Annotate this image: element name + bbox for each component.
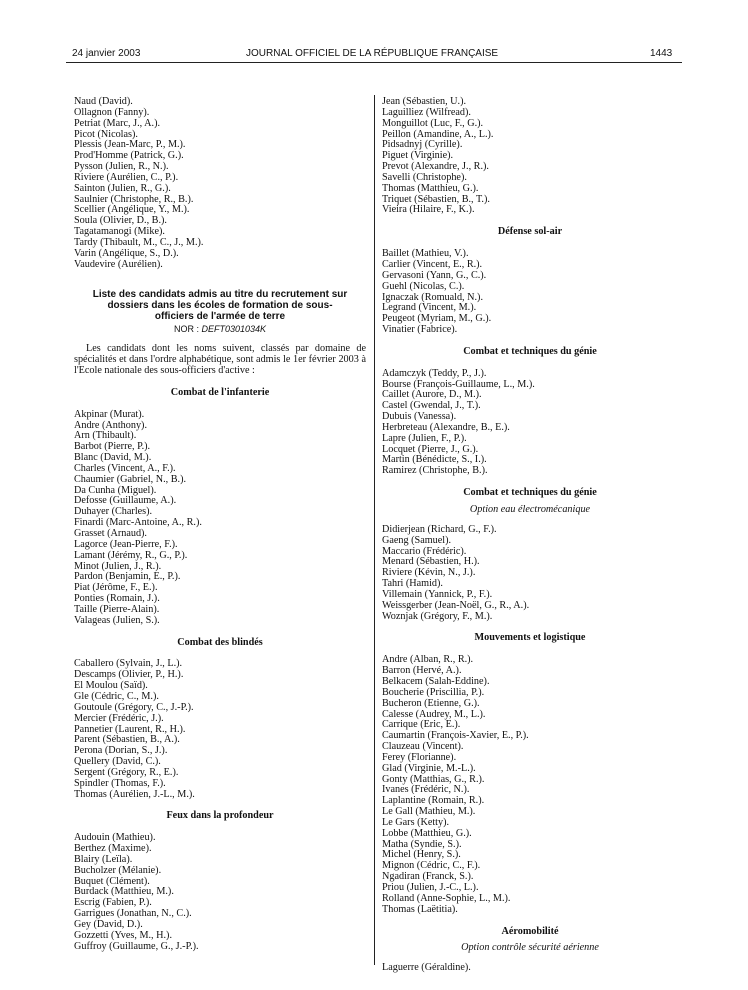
name-entry: Lamant (Jérémy, R., G., P.).: [74, 549, 188, 561]
name-entry: Didierjean (Richard, G., F.).: [382, 523, 497, 535]
name-entry: Michel (Henry, S.).: [382, 849, 461, 861]
right-sections: [382, 227, 678, 974]
name-entry: Guffroy (Guillaume, G., J.-P.).: [74, 940, 199, 952]
domain-section: [74, 388, 366, 627]
name-entry: Locquet (Pierre, J., G.).: [382, 443, 479, 455]
name-entry: Jean (Sébastien, U.).: [382, 96, 467, 107]
nor-label: NOR :: [173, 323, 199, 334]
name-entry: Chaumier (Gabriel, N., B.).: [74, 473, 187, 485]
name-entry: Sergent (Grégory, R., E.).: [74, 766, 179, 778]
nor-code: DEFT0301034K: [201, 323, 267, 334]
domain-section: [382, 927, 678, 975]
name-entry: Ignaczak (Romuald, N.).: [382, 291, 483, 303]
name-entry: Ramirez (Christophe, B.).: [382, 465, 488, 477]
section-title: Aéromobilité: [501, 925, 559, 937]
name-entry: Prod'Homme (Patrick, G.).: [74, 150, 184, 162]
name-entry: Weissgerber (Jean-Noël, G., R., A.).: [382, 599, 530, 611]
section-title: Feux dans la profondeur: [166, 810, 274, 822]
name-entry: Baillet (Mathieu, V.).: [382, 248, 469, 260]
section-title: Combat des blindés: [177, 636, 263, 648]
list-title-line: officiers de l'armée de terre: [154, 310, 286, 322]
name-entry: Pardon (Benjamin, E., P.).: [74, 571, 181, 583]
name-entry: Tagatamanogi (Mike).: [74, 226, 165, 238]
name-entry: Ponties (Romain, J.).: [74, 593, 160, 605]
name-entry: Piguet (Virginie).: [382, 150, 454, 162]
name-entry: Triquet (Sébastien, B., T.).: [382, 193, 490, 205]
name-entry: Lapre (Julien, F., P.).: [382, 432, 467, 444]
name-entry: Laguerre (Géraldine).: [382, 962, 471, 974]
left-sections: [74, 388, 366, 953]
name-entry: Berthez (Maxime).: [74, 843, 152, 855]
name-entry: Pidsadnyj (Cyrille).: [382, 139, 463, 151]
list-title-line: dossiers dans les écoles de formation de sous-: [107, 299, 333, 311]
nor-reference: [74, 324, 366, 335]
domain-section: [74, 638, 366, 801]
name-entry: Gervasoni (Yann, G., C.).: [382, 269, 487, 281]
section-title: Mouvements et logistique: [474, 632, 586, 644]
name-entry: Soula (Olivier, D., B.).: [74, 215, 167, 227]
name-entry: Thomas (Aurélien, J.-L., M.).: [74, 788, 195, 800]
domain-section: [74, 811, 366, 952]
name-entry: Calesse (Audrey, M., L.).: [382, 708, 486, 720]
name-entry: Maccario (Frédéric).: [382, 545, 467, 557]
name-entry: Pannetier (Laurent, R., H.).: [74, 723, 186, 735]
name-entry: Blanc (David, M.).: [74, 452, 152, 464]
section-title: Combat de l'infanterie: [170, 386, 270, 398]
name-entry: Gle (Cédric, C., M.).: [74, 690, 159, 702]
name-entry: Carrique (Eric, E.).: [382, 719, 461, 731]
name-entry: Buquet (Clément).: [74, 875, 150, 887]
name-entry: Garrigues (Jonathan, N., C.).: [74, 908, 192, 920]
header-rule: [66, 62, 682, 63]
name-entry: Belkacem (Salah-Eddine).: [382, 675, 490, 687]
domain-section: [382, 347, 678, 477]
name-entry: Burdack (Matthieu, M.).: [74, 886, 174, 898]
name-entry: Defosse (Guillaume, A.).: [74, 495, 177, 507]
name-entry: Thomas (Matthieu, G.).: [382, 182, 479, 194]
name-entry: Bourse (François-Guillaume, L., M.).: [382, 378, 535, 390]
column-divider: [374, 95, 375, 965]
name-entry: Peugeot (Myriam, M., G.).: [382, 313, 492, 325]
name-entry: Castel (Gwendal, J., T.).: [382, 400, 481, 412]
name-entry: Perona (Dorian, S., J.).: [74, 745, 168, 757]
name-entry: Petriat (Marc, J., A.).: [74, 117, 161, 129]
name-entry: Minot (Julien, J., R.).: [74, 560, 162, 572]
name-entry: Caillet (Aurore, D., M.).: [382, 389, 482, 401]
header-page-number: 1443: [650, 48, 673, 59]
name-entry: Gonty (Matthias, G., R.).: [382, 773, 485, 785]
list-title: [74, 289, 366, 322]
name-entry: Lagorce (Jean-Pierre, F.).: [74, 538, 178, 550]
name-entry: Tardy (Thibault, M., C., J., M.).: [74, 236, 204, 248]
name-entry: Varin (Angélique, S., D.).: [74, 247, 179, 259]
name-entry: Caumartin (François-Xavier, E., P.).: [382, 730, 529, 742]
name-entry: Bucholzer (Mélanie).: [74, 864, 162, 876]
name-entry: Mignon (Cédric, C., F.).: [382, 860, 481, 872]
name-entry: Ngadiran (Franck, S.).: [382, 871, 474, 883]
name-entry: Goutoule (Grégory, C., J.-P.).: [74, 701, 194, 713]
header-journal-title: JOURNAL OFFICIEL DE LA RÉPUBLIQUE FRANÇAISE: [246, 48, 499, 59]
name-entry: Herbreteau (Alexandre, B., E.).: [382, 421, 510, 433]
name-entry: Savelli (Christophe).: [382, 171, 467, 183]
name-entry: Piat (Jérôme, F., E.).: [74, 582, 158, 594]
name-entry: Gozzetti (Yves, M., H.).: [74, 929, 172, 941]
name-entry: Legrand (Vincent, M.).: [382, 302, 477, 314]
name-entry: Priou (Julien, J.-C., L.).: [382, 882, 479, 893]
section-option: Option eau électromécanique: [469, 504, 591, 515]
name-entry: Barron (Hervé, A.).: [382, 665, 462, 677]
name-entry: Saulnier (Christophe, R., B.).: [74, 193, 194, 205]
name-entry: El Moulou (Saïd).: [74, 680, 148, 692]
name-entry: Andre (Alban, R., R.).: [382, 654, 474, 666]
name-entry: Bucheron (Etienne, G.).: [382, 697, 480, 709]
section-title: Défense sol-air: [497, 226, 563, 238]
name-entry: Monguillot (Luc, F., G.).: [382, 117, 484, 129]
name-entry: Ferey (Florianne).: [382, 751, 457, 763]
name-entry: Woznjak (Grégory, F., M.).: [382, 610, 493, 622]
name-entry: Ivanes (Frédéric, N.).: [382, 784, 470, 796]
name-entry: Caballero (Sylvain, J., L.).: [74, 658, 183, 670]
name-entry: Tahri (Hamid).: [382, 578, 443, 590]
name-entry: Glad (Virginie, M.-L.).: [382, 762, 476, 774]
name-entry: Menard (Sébastien, H.).: [382, 556, 480, 568]
name-entry: Clauzeau (Vincent).: [382, 741, 464, 753]
name-entry: Peillon (Amandine, A., L.).: [382, 128, 494, 140]
domain-section: [382, 227, 678, 336]
name-entry: Escrig (Fabien, P.).: [74, 897, 152, 909]
name-entry: Riviere (Kévin, N., J.).: [382, 567, 476, 579]
name-entry: Barbot (Pierre, P.).: [74, 441, 151, 453]
name-entry: Villemain (Yannick, P., F.).: [382, 588, 493, 600]
name-entry: Blairy (Leïla).: [74, 853, 133, 865]
name-entry: Le Gars (Ketty).: [382, 816, 450, 828]
name-entry: Martin (Bénédicte, S., I.).: [382, 454, 487, 466]
name-entry: Finardi (Marc-Antoine, A., R.).: [74, 517, 202, 529]
name-entry: Riviere (Aurélien, C., P.).: [74, 171, 179, 183]
header-date: 24 janvier 2003: [72, 48, 141, 59]
name-entry: Rolland (Anne-Sophie, L., M.).: [382, 892, 511, 904]
name-entry: Lobbe (Matthieu, G.).: [382, 827, 472, 839]
name-entry: Valageas (Julien, S.).: [74, 614, 160, 626]
name-entry: Vinatier (Fabrice).: [382, 324, 458, 336]
name-entry: Prevot (Alexandre, J., R.).: [382, 161, 489, 173]
right-top-list: [382, 97, 678, 216]
name-entry: Grasset (Arnaud).: [74, 528, 147, 539]
name-entry: Pysson (Julien, R., N.).: [74, 161, 169, 173]
name-entry: Guehl (Nicolas, C.).: [382, 280, 465, 292]
name-entry: Thomas (Laëtitia).: [382, 903, 458, 915]
name-entry: Da Cunha (Miguel).: [74, 484, 157, 496]
name-entry: Arn (Thibault).: [74, 430, 137, 442]
intro-paragraph: Les candidats dont les noms suivent, classés par domaine de spécialités et dans l'ordre alphabétique, sont admis le 1er février 2003 à l'Ecole nationale des sous-officiers d'active :: [74, 343, 366, 377]
name-entry: Laguilliez (Wilfread).: [382, 106, 471, 118]
right-column: [382, 97, 678, 974]
name-entry: Gaeng (Samuel).: [382, 534, 452, 546]
name-entry: Charles (Vincent, A., F.).: [74, 462, 176, 474]
list-title-line: Liste des candidats admis au titre du recrutement sur: [92, 288, 348, 300]
name-entry: Quellery (David, C.).: [74, 756, 161, 768]
name-entry: Boucherie (Priscillia, P.).: [382, 686, 485, 698]
name-entry: Mercier (Frédéric, J.).: [74, 712, 164, 724]
name-entry: Scellier (Angélique, Y., M.).: [74, 204, 190, 216]
name-entry: Andre (Anthony).: [74, 419, 147, 431]
domain-section: [382, 488, 678, 622]
section-title: Combat et techniques du génie: [463, 487, 597, 499]
name-entry: Audouin (Mathieu).: [74, 832, 156, 844]
left-top-list: [74, 97, 366, 271]
name-entry: Taille (Pierre-Alain).: [74, 603, 160, 615]
name-entry: Spindler (Thomas, F.).: [74, 777, 166, 789]
name-entry: Descamps (Olivier, P., H.).: [74, 669, 184, 681]
left-column: [74, 97, 366, 953]
name-entry: Carlier (Vincent, E., R.).: [382, 258, 483, 270]
name-entry: Parent (Sébastien, B., A.).: [74, 734, 180, 746]
name-entry: Vieira (Hilaire, F., K.).: [382, 204, 475, 216]
name-entry: Adamczyk (Teddy, P., J.).: [382, 367, 487, 379]
name-entry: Ollagnon (Fanny).: [74, 106, 150, 118]
name-entry: Gey (David, D.).: [74, 919, 143, 930]
name-entry: Dubuis (Vanessa).: [382, 411, 457, 423]
name-entry: Vaudevire (Aurélien).: [74, 258, 163, 270]
name-entry: Akpinar (Murat).: [74, 408, 145, 420]
name-entry: Naud (David).: [74, 96, 133, 107]
section-title: Combat et techniques du génie: [463, 345, 597, 357]
name-entry: Picot (Nicolas).: [74, 128, 138, 140]
domain-section: [382, 633, 678, 915]
name-entry: Sainton (Julien, R., G.).: [74, 182, 171, 194]
name-entry: Matha (Syndie, S.).: [382, 838, 462, 850]
section-option: Option contrôle sécurité aérienne: [461, 942, 599, 954]
name-entry: Plessis (Jean-Marc, P., M.).: [74, 139, 186, 151]
name-entry: Duhayer (Charles).: [74, 506, 153, 518]
name-entry: Laplantine (Romain, R.).: [382, 795, 485, 807]
name-entry: Le Gall (Mathieu, M.).: [382, 806, 476, 818]
